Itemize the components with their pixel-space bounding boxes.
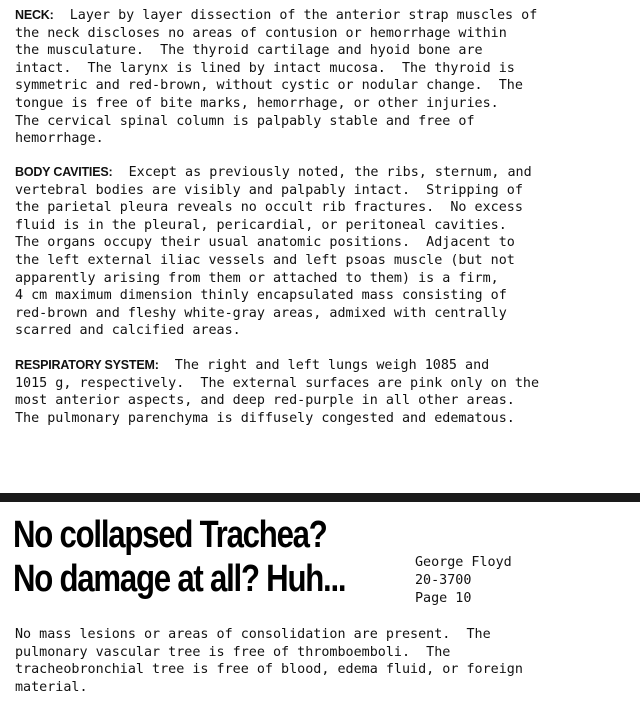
page-number: Page 10 bbox=[415, 591, 472, 606]
autopsy-report-lower bbox=[0, 502, 640, 704]
body-cavities-heading: BODY CAVITIES: bbox=[15, 165, 113, 179]
body-cavities-section bbox=[15, 164, 630, 340]
neck-line: tongue is free of bite marks, hemorrhage, or other injuries. bbox=[15, 95, 499, 111]
case-number: 20-3700 bbox=[415, 573, 472, 588]
respiratory-line: 1015 g, respectively. The external surfaces are pink only on the bbox=[15, 375, 540, 391]
neck-line: the neck discloses no areas of contusion or hemorrhage within bbox=[15, 25, 507, 41]
respiratory-section bbox=[15, 357, 630, 427]
body-cavities-line: apparently arising from them or attached to them) is a firm, bbox=[15, 270, 499, 286]
body-cavities-line: the left external iliac vessels and left psoas muscle (but not bbox=[15, 252, 515, 268]
findings-line: tracheobronchial tree is free of blood, edema fluid, or foreign bbox=[15, 662, 523, 678]
findings-line: pulmonary vascular tree is free of thromboemboli. The bbox=[15, 644, 451, 660]
neck-line: intact. The larynx is lined by intact mucosa. The thyroid is bbox=[15, 60, 515, 76]
body-cavities-line: scarred and calcified areas. bbox=[15, 323, 241, 339]
respiratory-line: most anterior aspects, and deep red-purple in all other areas. bbox=[15, 393, 515, 409]
body-cavities-line: vertebral bodies are visibly and palpably intact. Stripping of bbox=[15, 182, 523, 198]
meme-caption-line-1: No collapsed Trachea? bbox=[13, 514, 327, 556]
respiratory-line: The pulmonary parenchyma is diffusely congested and edematous. bbox=[15, 410, 515, 426]
body-cavities-line: fluid is in the pleural, pericardial, or peritoneal cavities. bbox=[15, 217, 507, 233]
body-cavities-line: Except as previously noted, the ribs, sternum, and bbox=[112, 165, 532, 180]
findings-line: material. bbox=[15, 679, 88, 695]
neck-line: The cervical spinal column is palpably stable and free of bbox=[15, 113, 475, 129]
findings-line: No mass lesions or areas of consolidation are present. The bbox=[15, 627, 491, 642]
body-cavities-line: 4 cm maximum dimension thinly encapsulated mass consisting of bbox=[15, 288, 507, 304]
neck-section bbox=[15, 7, 630, 148]
body-cavities-line: The organs occupy their usual anatomic positions. Adjacent to bbox=[15, 235, 515, 251]
meme-caption-line-2: No damage at all? Huh... bbox=[13, 558, 346, 600]
decedent-name: George Floyd bbox=[415, 555, 512, 570]
divider-bar bbox=[0, 493, 640, 502]
body-cavities-line: red-brown and fleshy white-gray areas, admixed with centrally bbox=[15, 305, 507, 321]
neck-line: Layer by layer dissection of the anterior strap muscles of bbox=[53, 8, 538, 23]
neck-line: hemorrhage. bbox=[15, 131, 104, 147]
page-header-meta bbox=[415, 554, 512, 608]
neck-line: the musculature. The thyroid cartilage and hyoid bone are bbox=[15, 43, 483, 59]
neck-heading: NECK: bbox=[15, 8, 54, 22]
neck-line: symmetric and red-brown, without cystic or nodular change. The bbox=[15, 78, 523, 94]
respiratory-line: The right and left lungs weigh 1085 and bbox=[158, 358, 490, 373]
respiratory-heading: RESPIRATORY SYSTEM: bbox=[15, 358, 159, 372]
lungs-findings-paragraph bbox=[15, 626, 630, 696]
body-cavities-line: the parietal pleura reveals no occult rib fractures. No excess bbox=[15, 200, 523, 216]
